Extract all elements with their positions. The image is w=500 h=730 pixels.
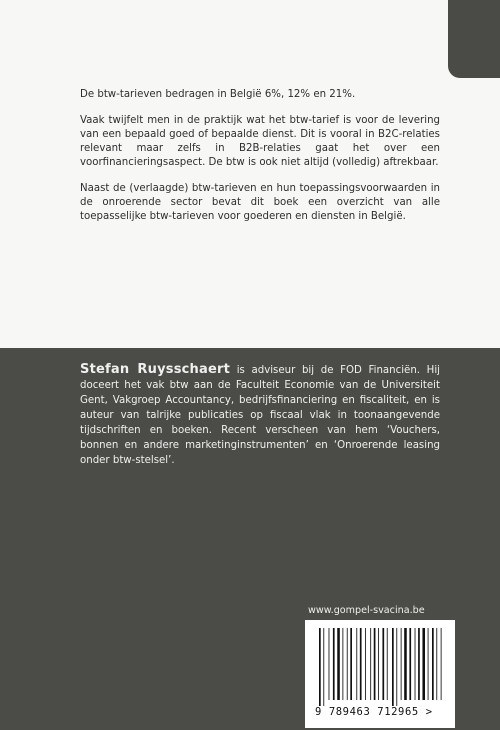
author-panel <box>0 348 500 730</box>
blurb-paragraph-3: Naast de (verlaagde) btw-tarieven en hun toepassingsvoorwaarden in de onroerende sector bevat dit boek een overzicht van alle toepasselijke btw-tarieven voor goederen en diensten in België. <box>80 183 440 222</box>
author-bio-text: is adviseur bij de FOD Financiën. Hij doceert het vak btw aan de Faculteit Economie van de Universiteit Gent, Vakgroep Accountancy, bedrijfsfinanciering en fiscaliteit, en is auteur van talrijke publicaties op fiscaal vlak in toonaangevende tijdschriften en boeken. Recent verscheen van hem ‘Vouchers, bonnen en andere marketinginstrumenten’ en ‘Onroerende leasing onder btw-stelsel’. <box>80 365 440 466</box>
barcode-bars <box>317 628 443 706</box>
barcode <box>305 620 455 728</box>
blurb <box>80 88 440 236</box>
publisher-website: www.gompel-svacina.be <box>308 605 425 616</box>
author-bio <box>80 362 440 468</box>
author-name: Stefan Ruysschaert <box>80 362 231 377</box>
corner-tab <box>448 0 500 78</box>
blurb-paragraph-1: De btw-tarieven bedragen in België 6%, 12% en 21%. <box>80 89 356 100</box>
isbn-number: 9 789463 712965 > <box>315 706 433 718</box>
blurb-paragraph-2: Vaak twijfelt men in de praktijk wat het btw-tarief is voor de levering van een bepaald goed of bepaalde dienst. Dit is vooral in B2C-relaties relevant maar zelfs in B2B-relaties gaat het over een voorfinancieringsaspect. De btw is ook niet altijd (volledig) aftrekbaar. <box>80 115 440 168</box>
